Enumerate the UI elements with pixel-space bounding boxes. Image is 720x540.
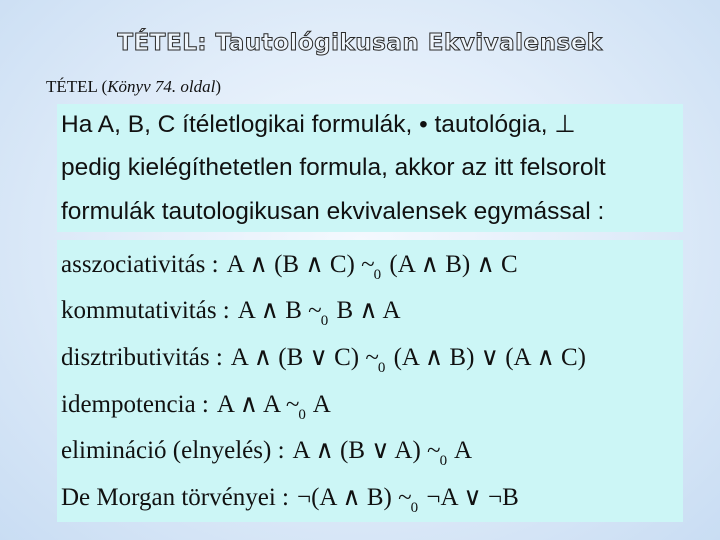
reference-prefix: TÉTEL (	[46, 77, 108, 96]
law-idempotence	[61, 390, 331, 423]
law-commutativity	[61, 296, 401, 329]
reference-book: Könyv 74. oldal	[107, 77, 216, 96]
law-right-side: ¬A ∨ ¬B	[426, 484, 519, 511]
law-left-side: A ∧ (B ∧ C) ~	[226, 251, 375, 278]
reference-suffix: )	[215, 77, 222, 96]
law-label: De Morgan törvényei :	[61, 484, 289, 511]
law-label: disztributivitás :	[61, 344, 223, 371]
law-label: elimináció (elnyelés) :	[61, 437, 285, 464]
definition-line-2: pedig kielégíthetetlen formula, akkor az itt felsorolt	[61, 154, 606, 181]
definition-line-3: formulák tautologikusan ekvivalensek egymással :	[61, 198, 605, 225]
law-left-side: A ∧ (B ∨ A) ~	[292, 437, 441, 464]
law-right-side: (A ∧ B) ∨ (A ∧ C)	[393, 344, 586, 371]
law-right-side: (A ∧ B) ∧ C	[389, 251, 518, 278]
law-subscript: 0	[377, 360, 386, 376]
law-subscript: 0	[298, 407, 306, 423]
law-subscript: 0	[320, 313, 329, 329]
law-right-side: B ∧ A	[336, 297, 401, 324]
law-label: asszociativitás :	[61, 251, 219, 278]
law-right-side: A	[312, 391, 331, 418]
definition-line-1: Ha A, B, C ítéletlogikai formulák, • tautológia, ⊥	[61, 111, 576, 138]
law-de-morgan	[61, 483, 519, 516]
law-label: kommutativitás :	[61, 297, 230, 324]
law-subscript: 0	[373, 267, 382, 283]
law-left-side: A ∧ A ~	[216, 391, 300, 418]
laws-box	[57, 240, 683, 522]
law-subscript: 0	[410, 500, 419, 516]
law-left-side: A ∧ B ~	[237, 297, 322, 324]
law-label: idempotencia :	[61, 391, 209, 418]
law-right-side: A	[453, 437, 473, 464]
law-left-side: A ∧ (B ∨ C) ~	[230, 344, 379, 371]
law-left-side: ¬(A ∧ B) ~	[296, 484, 412, 511]
law-associativity	[61, 250, 518, 283]
law-distributivity	[61, 343, 586, 376]
theorem-reference	[46, 77, 221, 97]
definition-box	[57, 104, 683, 232]
slide-title: TÉTEL: Tautológikusan Ekvivalensek	[117, 30, 603, 56]
law-subscript: 0	[439, 453, 448, 469]
law-elimination	[61, 436, 472, 469]
